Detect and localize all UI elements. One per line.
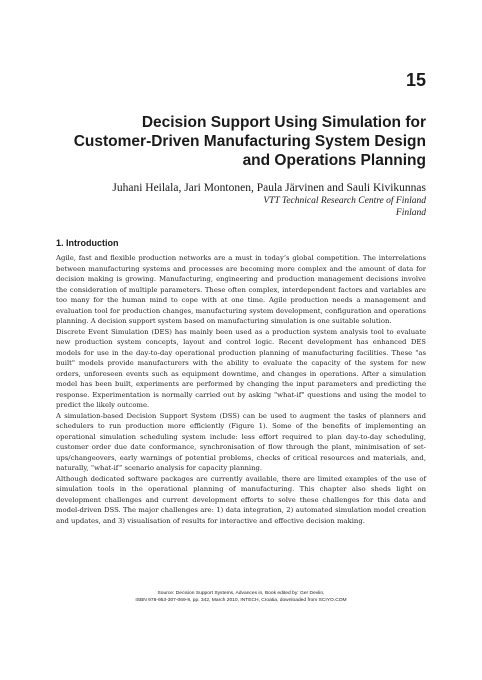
affiliation-line: Finland xyxy=(395,208,426,218)
author-list: Juhani Heilala, Jari Montonen, Paula Järvinen and Sauli Kivikunnas xyxy=(112,182,426,194)
footer-isbn-line: ISBN 978-953-307-069-8, pp. 342, March 2010, INTECH, Croatia, downloaded from SCIYO.COM xyxy=(135,598,347,603)
chapter-title-line: Customer-Driven Manufacturing System Design xyxy=(73,133,426,150)
footer-source-line: Source: Decision Support Systems, Advances in, Book edited by: Ger Devlin, xyxy=(157,591,325,596)
body-paragraph: A simulation-based Decision Support System (DSS) can be used to augment the tasks of planners and schedulers to run production more efficiently (Figure 1). Some of the benefits of implementing an operational simulation scheduling system include: less effort required to plan day-to-day scheduling, customer order due date conformance, synchronisation of flow through the plant, minimisation of set-ups/changeovers, early warnings of potential problems, checks of critical resources and materials, and, naturally, “what-if” scenario analysis for capacity planning. xyxy=(56,411,426,472)
body-paragraph: Although dedicated software packages are currently available, there are limited examples of the use of simulation tools in the operational planning of manufacturing. This chapter also sheds light on development challenges and current development efforts to solve these challenges for this data and model-driven DSS. The major challenges are: 1) data integration, 2) automated simulation model creation and updates, and 3) visualisation of results for interactive and effective decision making. xyxy=(56,474,426,525)
body-paragraph: Agile, fast and flexible production networks are a must in today’s global competition. The interrelations between manufacturing systems and processes are becoming more complex and the amount of data for decision making is growing. Manufacturing, engineering and production management decisions involve the consideration of multiple parameters. These often complex, interdependent factors and variables are too many for the human mind to cope with at one time. Agile production needs a management and evaluation tool for production changes, manufacturing system development, configuration and operations planning. A decision support system based on manufacturing simulation is one suitable solution. xyxy=(56,254,426,325)
affiliation-line: VTT Technical Research Centre of Finland xyxy=(263,196,426,206)
chapter-number: 15 xyxy=(405,70,426,90)
chapter-title-line: and Operations Planning xyxy=(242,152,426,169)
body-paragraph: Discrete Event Simulation (DES) has mainly been used as a production system analysis tool to evaluate new production system concepts, layout and control logic. Recent development has enhanced DES models for use in the day-to-day operational production planning of manufacturing facilities. These "as built" models provide manufacturers with the ability to evaluate the capacity of the system for new orders, unforeseen events such as equipment downtime, and changes in operations. After a simulation model has been built, experiments are performed by changing the input parameters and predicting the response. Experimentation is normally carried out by asking "what-if" questions and using the model to predict the likely outcome. xyxy=(56,327,426,409)
author-affiliation xyxy=(263,195,426,219)
chapter-title xyxy=(46,113,426,170)
section-heading-introduction: 1. Introduction xyxy=(56,238,119,248)
source-footer xyxy=(56,590,426,604)
chapter-title-line: Decision Support Using Simulation for xyxy=(141,114,426,131)
introduction-body xyxy=(56,253,426,526)
